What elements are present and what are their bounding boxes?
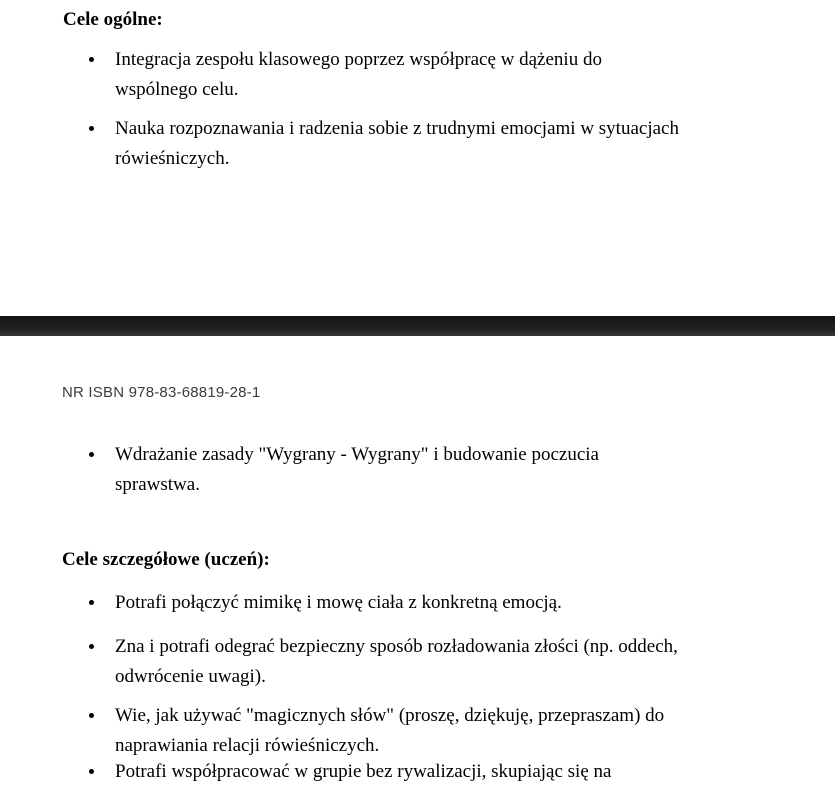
bullet-text <box>115 114 835 173</box>
bullet-dot-icon <box>89 713 94 718</box>
bullet-text-line: Nauka rozpoznawania i radzenia sobie z trudnymi emocjami w sytuacjach <box>115 118 679 139</box>
bullet-text-line: Potrafi połączyć mimikę i mowę ciała z konkretną emocją. <box>115 592 562 613</box>
bullet-text-line: rówieśniczych. <box>115 147 230 169</box>
bullet-dot-icon <box>89 57 94 62</box>
bullet-text-line: Wie, jak używać "magicznych słów" (proszę, dziękuję, przepraszam) do <box>115 705 665 726</box>
bullet-text-line: sprawstwa. <box>115 473 200 495</box>
bullet-text <box>115 757 835 787</box>
bullet-dot-icon <box>89 600 94 605</box>
bullet-text <box>115 440 835 499</box>
bullet-item-wdrazanie-zasady <box>0 440 835 499</box>
bullet-text-line: Integracja zespołu klasowego poprzez współpracę w dążeniu do <box>115 49 602 70</box>
bullet-item-wie-jak-uzywac <box>0 701 835 760</box>
bullet-text-line: Potrafi współpracować w grupie bez rywalizacji, skupiając się na <box>115 761 612 782</box>
bullet-text-line: Wdrażanie zasady "Wygrany - Wygrany" i budowanie poczucia <box>115 444 599 465</box>
heading-cele-ogolne: Cele ogólne: <box>63 9 163 30</box>
bullet-text <box>115 588 835 618</box>
bullet-text <box>115 701 835 760</box>
bullet-dot-icon <box>89 769 94 774</box>
bullet-item-potrafi-wspolpracowac <box>0 757 835 787</box>
bullet-item-nauka-rozpoznawania <box>0 114 835 173</box>
page-break-separator-bar <box>0 316 835 336</box>
bullet-dot-icon <box>89 644 94 649</box>
bullet-dot-icon <box>89 126 94 131</box>
bullet-text-line: wspólnego celu. <box>115 78 239 100</box>
bullet-item-zna-i-potrafi <box>0 632 835 691</box>
bullet-text-line: naprawiania relacji rówieśniczych. <box>115 734 380 756</box>
bullet-text-line: Zna i potrafi odegrać bezpieczny sposób rozładowania złości (np. oddech, <box>115 636 678 657</box>
bullet-text <box>115 45 835 104</box>
heading-cele-szczegolowe: Cele szczegółowe (uczeń): <box>62 549 270 570</box>
bullet-text <box>115 632 835 691</box>
bullet-text-line: odwrócenie uwagi). <box>115 665 266 687</box>
bullet-dot-icon <box>89 452 94 457</box>
isbn-label: NR ISBN 978-83-68819-28-1 <box>62 384 261 401</box>
bullet-item-potrafi-polaczyc <box>0 588 835 618</box>
bullet-item-integracja <box>0 45 835 104</box>
